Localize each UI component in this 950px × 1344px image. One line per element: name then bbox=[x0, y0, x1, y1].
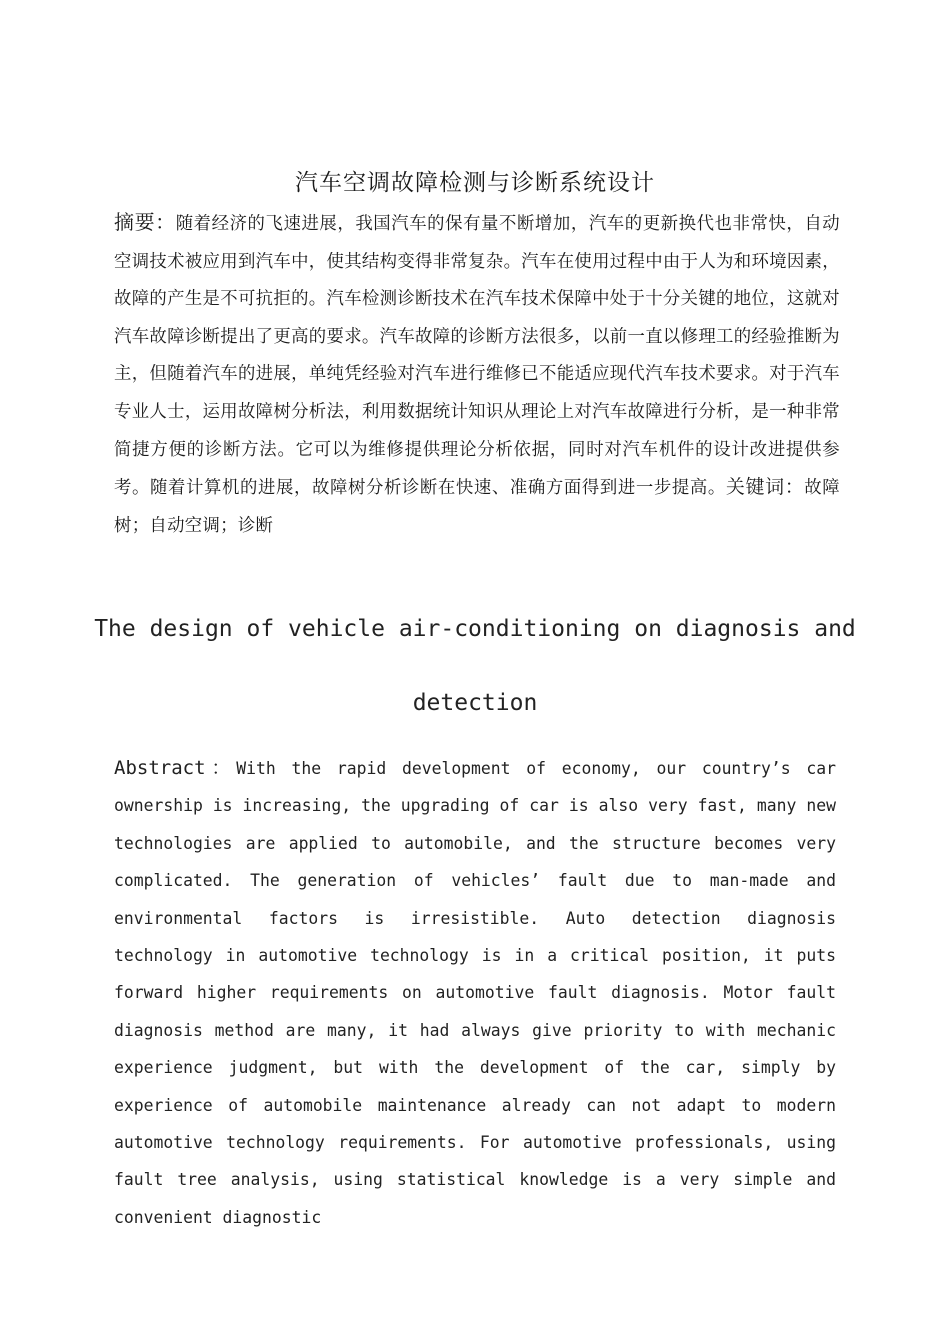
english-title bbox=[0, 592, 950, 740]
english-abstract-text: With the rapid development of economy, our country’s car ownership is increasing, the upgrading of car is also very fast, many new technologies are applied to automobile, and the structure becomes very complicated. The generation of vehicles’ fault due to man-made and environmental factors is irresistible. Auto detection diagnosis technology in automotive technology is in a critical position, it puts forward higher requirements on automotive fault diagnosis. Motor fault diagnosis method are many, it had always give priority to with mechanic experience judgment, but with the development of the car, simply by experience of automobile maintenance already can not adapt to modern automotive technology requirements. For automotive professionals, using fault tree analysis, using statistical knowledge is a very simple and convenient diagnostic bbox=[114, 759, 837, 1227]
chinese-title: 汽车空调故障检测与诊断系统设计 bbox=[295, 170, 655, 196]
chinese-abstract bbox=[114, 204, 840, 545]
chinese-keywords-text: 故障树；自动空调；诊断 bbox=[114, 478, 840, 536]
english-abstract bbox=[114, 750, 836, 1236]
chinese-abstract-label: 摘要： bbox=[114, 210, 176, 234]
english-title-line1: The design of vehicle air-conditioning on diagnosis and bbox=[94, 616, 856, 642]
english-abstract-label: Abstract： bbox=[114, 757, 237, 779]
chinese-keywords-label: 关键词： bbox=[725, 476, 805, 499]
english-title-line2: detection bbox=[412, 690, 538, 716]
chinese-abstract-text: 随着经济的飞速进展，我国汽车的保有量不断增加，汽车的更新换代也非常快，自动空调技术被应用到汽车中，使其结构变得非常复杂。汽车在使用过程中由于人为和环境因素，故障的产生是不可抗拒的。汽车检测诊断技术在汽车技术保障中处于十分关键的地位，这就对汽车故障诊断提出了更高的要求。汽车故障的诊断方法很多，以前一直以修理工的经验推断为主，但随着汽车的进展，单纯凭经验对汽车进行维修已不能适应现代汽车技术要求。对于汽车专业人士，运用故障树分析法，利用数据统计知识从理论上对汽车故障进行分析，是一种非常简捷方便的诊断方法。它可以为维修提供理论分析依据，同时对汽车机件的设计改进提供参考。随着计算机的进展，故障树分析诊断在快速、准确方面得到进一步提高。 bbox=[114, 214, 840, 499]
